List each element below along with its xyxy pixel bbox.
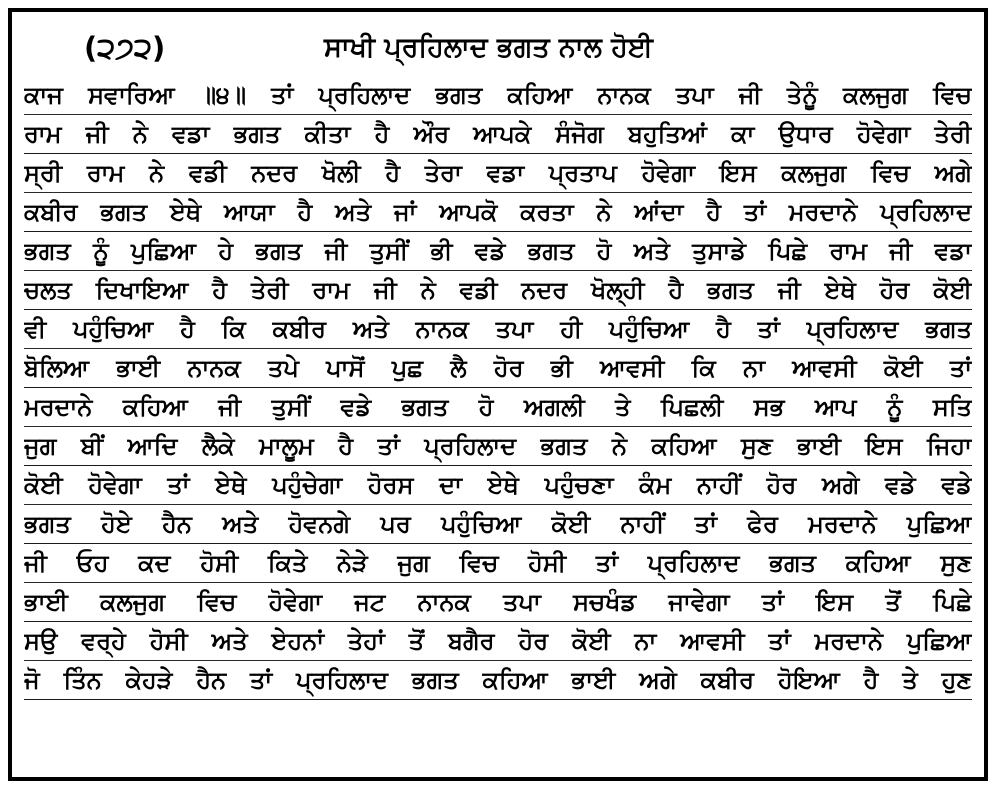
page-frame: [8, 8, 988, 781]
text-line: ਕਾਜ ਸਵਾਰਿਆ ॥੪॥ ਤਾਂ ਪ੍ਰਹਿਲਾਦ ਭਗਤ ਕਹਿਆ ਨਾਨਕ ਤਪਾ ਜੀ ਤੇਨੂੰ ਕਲਜੁਗ ਵਿਚ: [24, 76, 972, 115]
text-line: ਕਬੀਰ ਭਗਤ ਏਥੇ ਆਯਾ ਹੈ ਅਤੇ ਜਾਂ ਆਪਕੋ ਕਰਤਾ ਨੇ ਆਂਦਾ ਹੈ ਤਾਂ ਮਰਦਾਨੇ ਪ੍ਰਹਿਲਾਦ: [24, 193, 972, 232]
text-line: ਰਾਮ ਜੀ ਨੇ ਵਡਾ ਭਗਤ ਕੀਤਾ ਹੈ ਔਰ ਆਪਕੇ ਸੰਜੋਗ ਬਹੁਤਿਆਂ ਕਾ ਉਧਾਰ ਹੋਵੇਗਾ ਤੇਰੀ: [24, 115, 972, 154]
text-line: ਭਾਈ ਕਲਜੁਗ ਵਿਚ ਹੋਵੇਗਾ ਜਟ ਨਾਨਕ ਤਪਾ ਸਚਖੰਡ ਜਾਵੇਗਾ ਤਾਂ ਇਸ ਤੋਂ ਪਿਛੇ: [24, 583, 972, 622]
text-line: ਮਰਦਾਨੇ ਕਹਿਆ ਜੀ ਤੁਸੀਂ ਵਡੇ ਭਗਤ ਹੋ ਅਗਲੀ ਤੇ ਪਿਛਲੀ ਸਭ ਆਪ ਨੂੰ ਸਤਿ: [24, 388, 972, 427]
text-line: ਜੁਗ ਬੀਂ ਆਦਿ ਲੈਕੇ ਮਾਲੂਮ ਹੈ ਤਾਂ ਪ੍ਰਹਿਲਾਦ ਭਗਤ ਨੇ ਕਹਿਆ ਸੁਣ ਭਾਈ ਇਸ ਜਿਹਾ: [24, 427, 972, 466]
body-text: [24, 76, 972, 700]
page-number: (੨੭੨): [84, 31, 166, 65]
text-line: ਕੋਈ ਹੋਵੇਗਾ ਤਾਂ ਏਥੇ ਪਹੁੰਚੇਗਾ ਹੋਰਸ ਦਾ ਏਥੇ ਪਹੁੰਚਣਾ ਕੰਮ ਨਾਹੀਂ ਹੋਰ ਅਗੇ ਵਡੇ ਵਡੇ: [24, 466, 972, 505]
text-line: ਸਉ ਵਰ੍ਹੇ ਹੋਸੀ ਅਤੇ ਏਹਨਾਂ ਤੇਹਾਂ ਤੋਂ ਬਗੈਰ ਹੋਰ ਕੋਈ ਨਾ ਆਵਸੀ ਤਾਂ ਮਰਦਾਨੇ ਪੁਛਿਆ: [24, 622, 972, 661]
text-line: ਭਗਤ ਨੂੰ ਪੁਛਿਆ ਹੇ ਭਗਤ ਜੀ ਤੁਸੀਂ ਭੀ ਵਡੇ ਭਗਤ ਹੋ ਅਤੇ ਤੁਸਾਡੇ ਪਿਛੇ ਰਾਮ ਜੀ ਵਡਾ: [24, 232, 972, 271]
text-line: ਭਗਤ ਹੋਏ ਹੈਨ ਅਤੇ ਹੋਵਨਗੇ ਪਰ ਪਹੁੰਚਿਆ ਕੋਈ ਨਾਹੀਂ ਤਾਂ ਫੇਰ ਮਰਦਾਨੇ ਪੁਛਿਆ: [24, 505, 972, 544]
text-line: ਸ੍ਰੀ ਰਾਮ ਨੇ ਵਡੀ ਨਦਰ ਖੋਲੀ ਹੈ ਤੇਰਾ ਵਡਾ ਪ੍ਰਤਾਪ ਹੋਵੇਗਾ ਇਸ ਕਲਜੁਗ ਵਿਚ ਅਗੇ: [24, 154, 972, 193]
text-line: ਬੋਲਿਆ ਭਾਈ ਨਾਨਕ ਤਪੇ ਪਾਸੋਂ ਪੁਛ ਲੈ ਹੋਰ ਭੀ ਆਵਸੀ ਕਿ ਨਾ ਆਵਸੀ ਕੋਈ ਤਾਂ: [24, 349, 972, 388]
page-title: ਸਾਖੀ ਪ੍ਰਹਿਲਾਦ ਭਗਤ ਨਾਲ ਹੋਈ: [324, 32, 653, 63]
text-line: ਜੋ ਤਿੰਨ ਕੇਹੜੇ ਹੈਨ ਤਾਂ ਪ੍ਰਹਿਲਾਦ ਭਗਤ ਕਹਿਆ ਭਾਈ ਅਗੇ ਕਬੀਰ ਹੋਇਆ ਹੈ ਤੇ ਹੁਣ: [24, 661, 972, 700]
page-header: [12, 26, 984, 70]
text-line: ਵੀ ਪਹੁੰਚਿਆ ਹੈ ਕਿ ਕਬੀਰ ਅਤੇ ਨਾਨਕ ਤਪਾ ਹੀ ਪਹੁੰਚਿਆ ਹੈ ਤਾਂ ਪ੍ਰਹਿਲਾਦ ਭਗਤ: [24, 310, 972, 349]
text-line: ਚਲਤ ਦਿਖਾਇਆ ਹੈ ਤੇਰੀ ਰਾਮ ਜੀ ਨੇ ਵਡੀ ਨਦਰ ਖੋਲ੍ਹੀ ਹੈ ਭਗਤ ਜੀ ਏਥੇ ਹੋਰ ਕੋਈ: [24, 271, 972, 310]
text-line: ਜੀ ਓਹ ਕਦ ਹੋਸੀ ਕਿਤੇ ਨੇੜੇ ਜੁਗ ਵਿਚ ਹੋਸੀ ਤਾਂ ਪ੍ਰਹਿਲਾਦ ਭਗਤ ਕਹਿਆ ਸੁਣ: [24, 544, 972, 583]
